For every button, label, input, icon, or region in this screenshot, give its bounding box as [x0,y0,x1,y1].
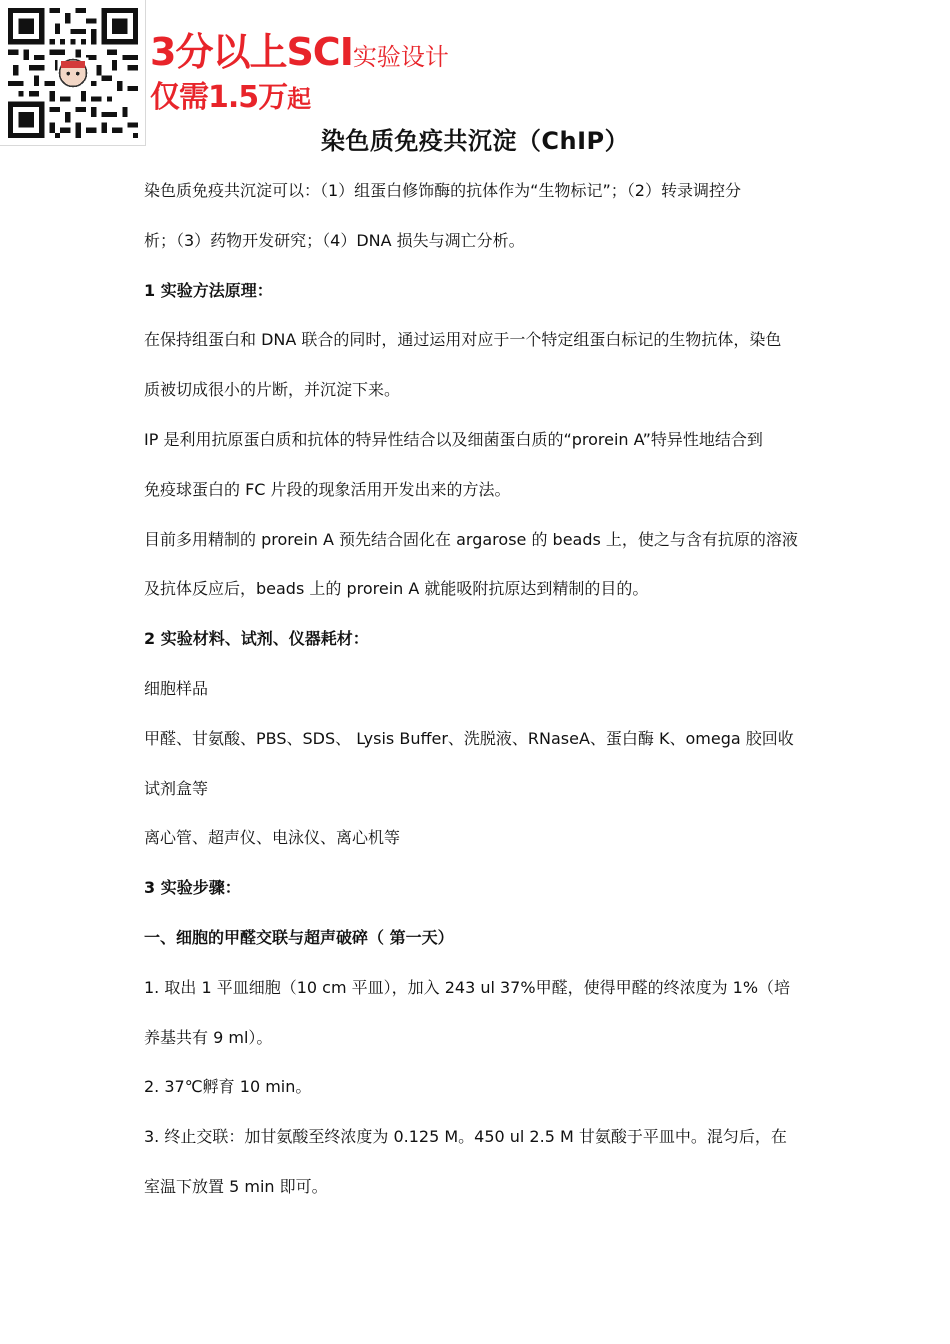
paragraph-line: 1. 取出 1 平皿细胞（10 cm 平皿），加入 243 ul 37%甲醛，使得甲醛的终浓度为 1%（培 [144,977,791,997]
paragraph-line: 室温下放置 5 min 即可。 [144,1176,328,1196]
paragraph-line: IP 是利用抗原蛋白质和抗体的特异性结合以及细菌蛋白质的“prorein A”特异性地结合到 [144,429,763,449]
promo-line-2-big: 仅需1.5万 [150,80,288,115]
section-heading: 一、细胞的甲醛交联与超声破碎（ 第一天） [144,927,454,947]
promo-line-1 [150,26,449,78]
qr-code-icon [8,8,138,138]
paragraph-line: 及抗体反应后，beads 上的 prorein A 就能吸附抗原达到精制的目的。 [144,579,649,599]
paragraph-line: 3. 终止交联：加甘氨酸至终浓度为 0.125 M。450 ul 2.5 M 甘氨酸于平皿中。混匀后，在 [144,1127,787,1147]
paragraph-line: 甲醛、甘氨酸、PBS、SDS、 Lysis Buffer、洗脱液、RNaseA、蛋白酶 K、omega 胶回收 [144,728,794,748]
paragraph-line: 试剂盒等 [144,778,209,798]
paragraph-line: 离心管、超声仪、电泳仪、离心机等 [144,828,401,848]
paragraph-line: 染色质免疫共沉淀可以：（1）组蛋白修饰酶的抗体作为“生物标记”；（2）转录调控分 [144,181,741,200]
promo-text [150,26,449,118]
section-heading: 2 实验材料、试剂、仪器耗材： [144,629,369,649]
section-heading: 1 实验方法原理： [144,280,273,300]
promo-line-2 [150,78,449,118]
paragraph-line: 免疫球蛋白的 FC 片段的现象活用开发出来的方法。 [144,479,511,499]
promo-line-2-small: 起 [287,85,311,113]
section-heading: 3 实验步骤： [144,878,241,898]
paragraph-line: 细胞样品 [144,678,209,698]
paragraph-line: 在保持组蛋白和 DNA 联合的同时，通过运用对应于一个特定组蛋白标记的生物抗体，染色 [144,330,782,350]
paragraph-line: 养基共有 9 ml）。 [144,1027,273,1047]
paragraph-line: 2. 37℃孵育 10 min。 [144,1077,312,1097]
paragraph-line: 目前多用精制的 prorein A 预先结合固化在 argarose 的 beads 上，使之与含有抗原的溶液 [144,529,798,549]
paragraph-line: 质被切成很小的片断，并沉淀下来。 [144,380,401,400]
paragraph-line: 析；（3）药物开发研究；（4）DNA 损失与凋亡分析。 [144,230,525,250]
page-title: 染色质免疫共沉淀（ChIP） [320,127,630,155]
document-body [144,166,810,1212]
promo-line-1-big: 3分以上SCI [150,30,353,74]
promo-line-1-small: 实验设计 [352,43,449,71]
